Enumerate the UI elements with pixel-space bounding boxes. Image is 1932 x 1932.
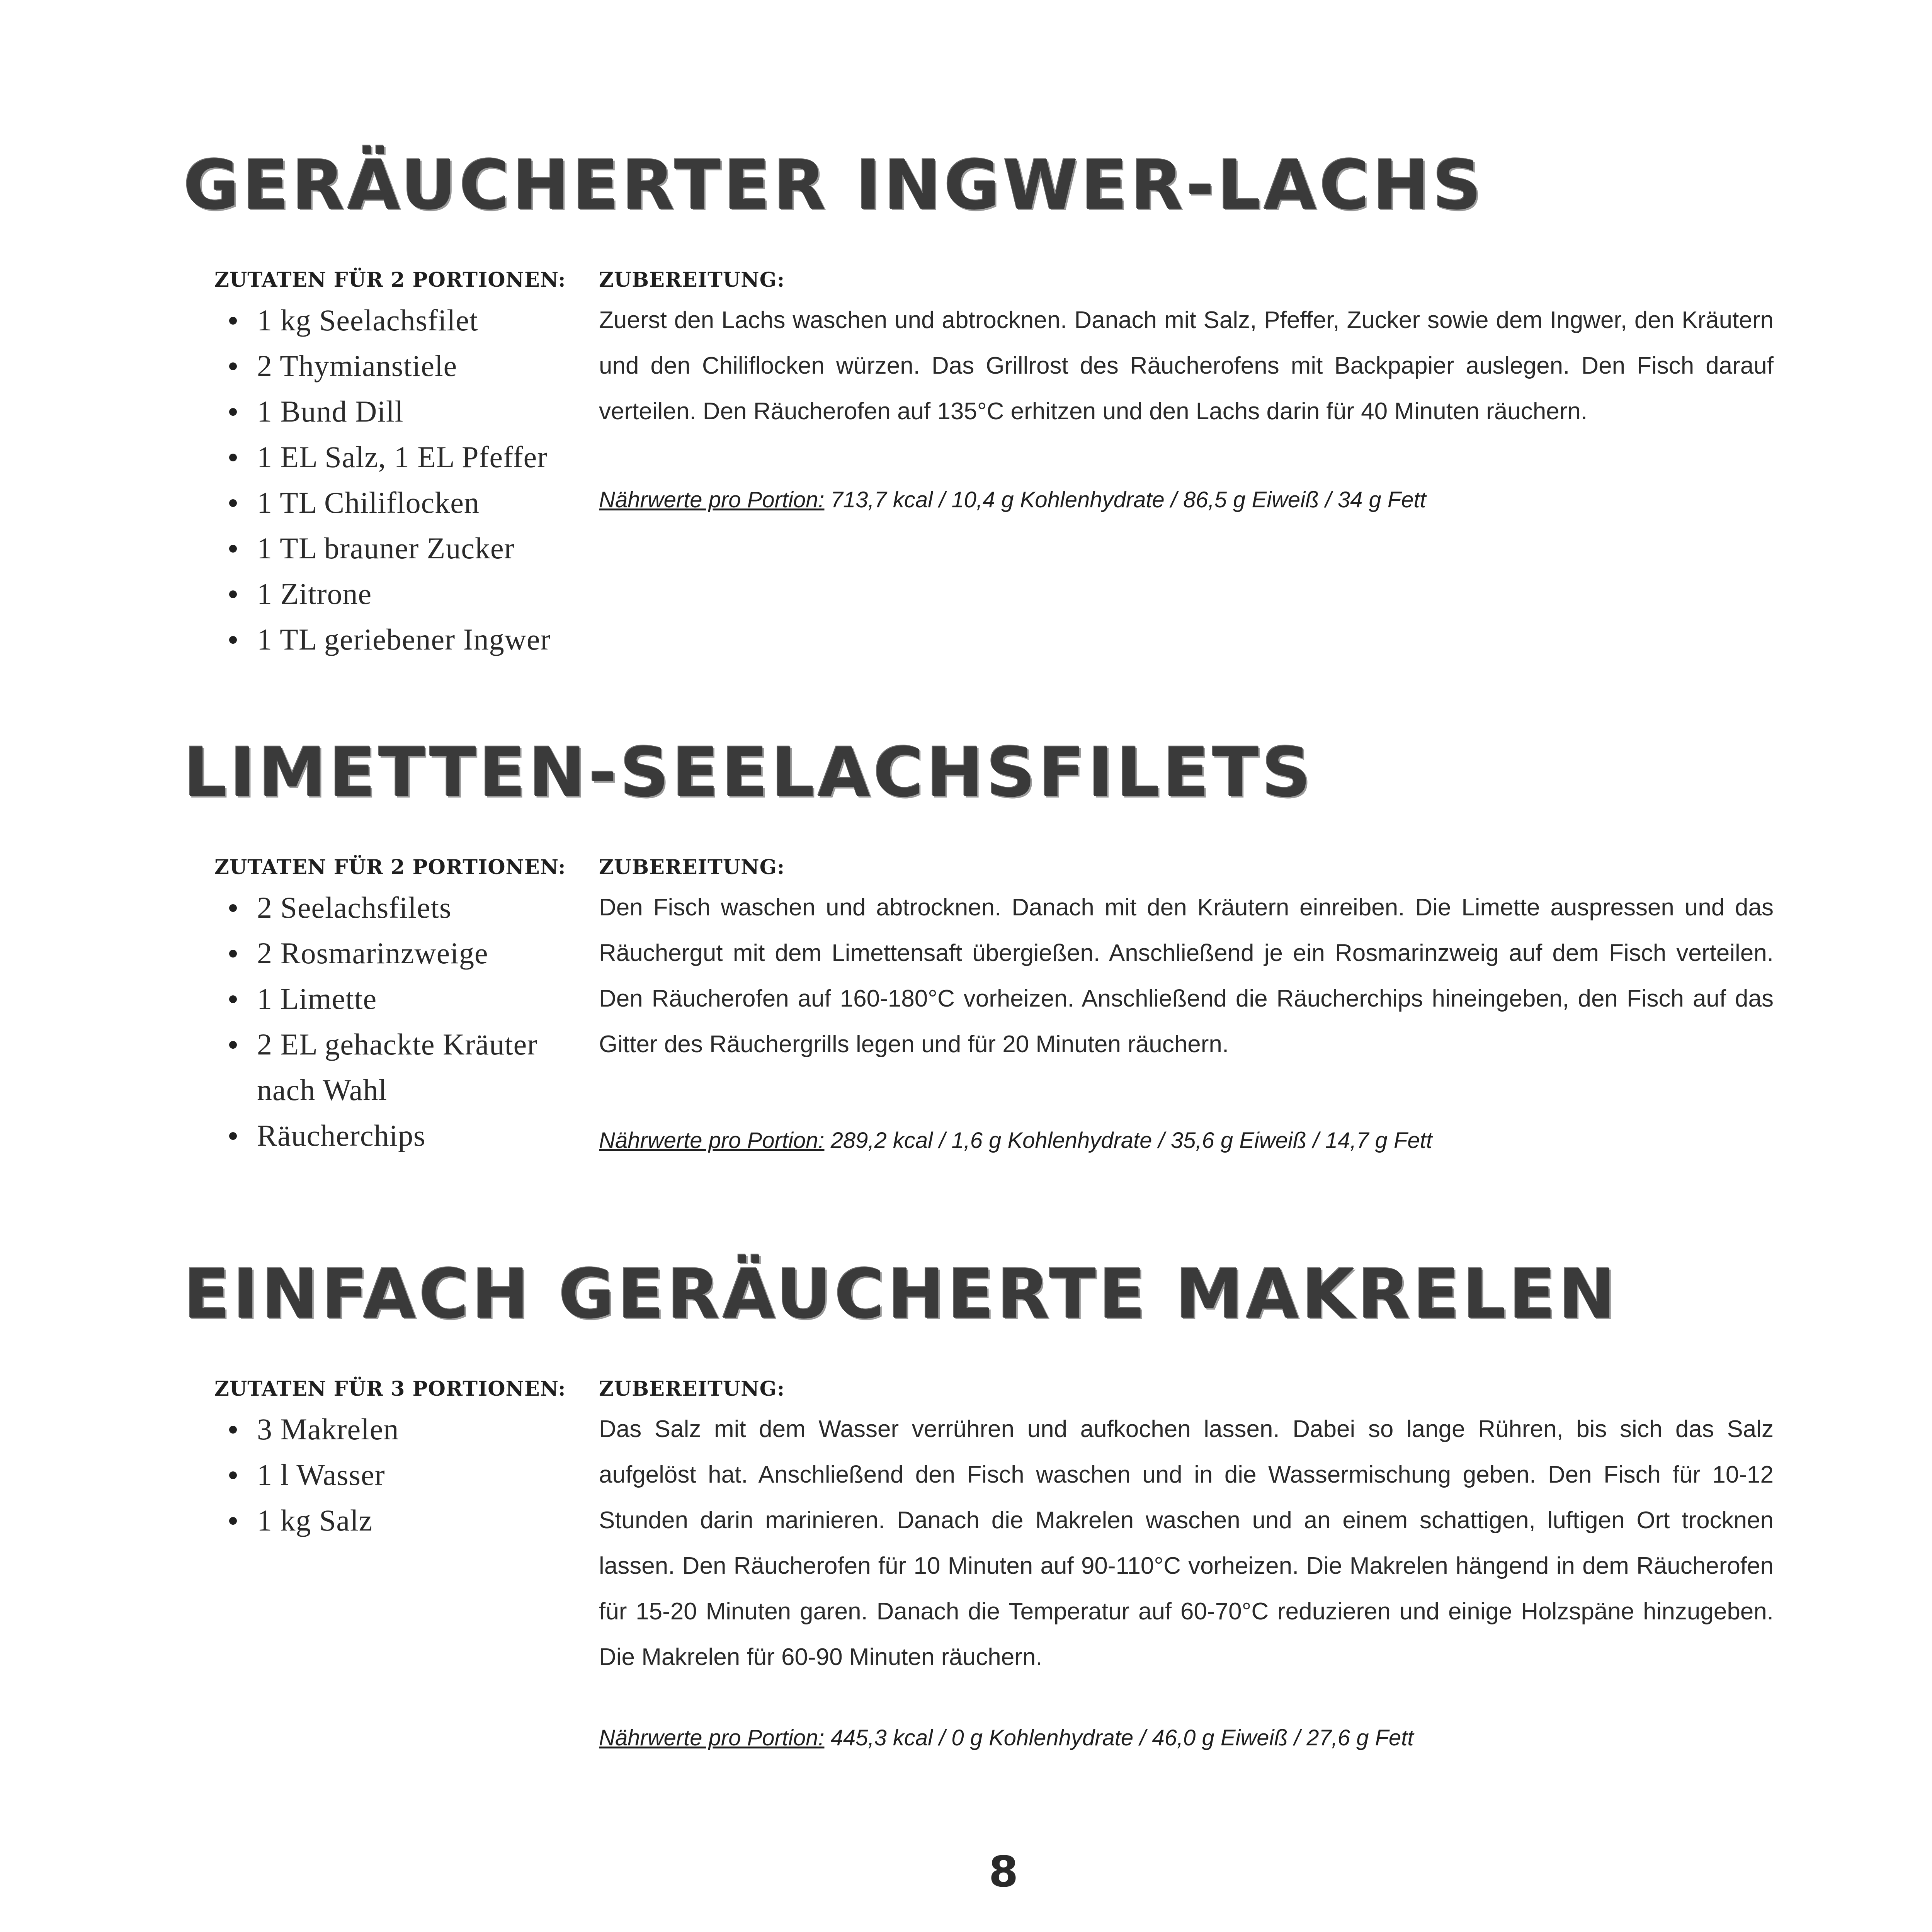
ingredient-item: 1 Zitrone [257,571,562,617]
ingredient-item: 1 kg Seelachsfilet [257,298,562,343]
ingredients-column [214,263,566,662]
recipe-title: LIMETTEN-SEELACHSFILETS [184,733,1314,812]
nutrition-label: Nährwerte pro Portion: [599,1128,825,1153]
ingredients-column [214,1372,566,1543]
ingredients-heading: ZUTATEN FÜR 2 PORTIONEN: [214,268,566,292]
preparation-heading: ZUBEREITUNG: [599,855,785,879]
ingredient-item: 1 l Wasser [257,1452,562,1498]
preparation-text: Den Fisch waschen und abtrocknen. Danach mit den Kräutern einreiben. Die Limette auspressen und das Räuchergut mit dem Limettensaft übergießen. Anschließend je ein Rosmarinzweig auf dem Fisch verteilen. Den Räucherofen auf 160-180°C vorheizen. Anschließend die Räucherchips hineingeben, den Fisch auf das Gitter des Räuchergrills legen und für 20 Minuten räuchern. [599,894,1774,1058]
nutrition-values: 713,7 kcal / 10,4 g Kohlenhydrate / 86,5 g Eiweiß / 34 g Fett [824,487,1426,512]
nutrition-values: 445,3 kcal / 0 g Kohlenhydrate / 46,0 g Eiweiß / 27,6 g Fett [824,1725,1414,1750]
nutrition-label: Nährwerte pro Portion: [599,487,825,512]
ingredients-list [214,298,562,662]
preparation-text: Zuerst den Lachs waschen und abtrocknen. Danach mit Salz, Pfeffer, Zucker sowie dem Ingwer, den Kräutern und den Chiliflocken würzen. Das Grillrost des Räucherofens mit Backpapier auslegen. Den Fisch darauf verteilen. Den Räucherofen auf 135°C erhitzen und den Lachs darin für 40 Minuten räuchern. [599,307,1774,425]
ingredient-item: 1 Limette [257,976,562,1022]
ingredient-item: 3 Makrelen [257,1406,562,1452]
ingredient-item: 2 Thymianstiele [257,343,562,389]
preparation-text: Das Salz mit dem Wasser verrühren und aufkochen lassen. Dabei so lange Rühren, bis sich das Salz aufgelöst hat. Anschließend den Fisch waschen und in die Wassermischung geben. Den Fisch für 10-12 Stunden darin marinieren. Danach die Makrelen waschen und an einem schattigen, luftigen Ort trocknen lassen. Den Räucherofen für 10 Minuten auf 90-110°C vorheizen. Die Makrelen hängend in dem Räucherofen für 15-20 Minuten garen. Danach die Temperatur auf 60-70°C reduzieren und einige Holzspäne hinzugeben. Die Makrelen für 60-90 Minuten räuchern. [599,1416,1774,1670]
nutrition-label: Nährwerte pro Portion: [599,1725,825,1750]
page-number: 8 [988,1847,1019,1896]
preparation-column [599,263,1774,515]
ingredient-item: Räucherchips [257,1113,562,1158]
ingredients-list [214,885,562,1158]
ingredient-item: 1 EL Salz, 1 EL Pfeffer [257,434,562,480]
recipe-title: EINFACH GERÄUCHERTE MAKRELEN [184,1255,1619,1334]
ingredients-column [214,850,566,1158]
nutrition-info [599,485,1774,515]
ingredients-heading: ZUTATEN FÜR 2 PORTIONEN: [214,855,566,879]
preparation-heading: ZUBEREITUNG: [599,1377,785,1401]
ingredient-item: 1 Bund Dill [257,389,562,434]
ingredient-item: 2 Rosmarinzweige [257,930,562,976]
ingredient-item: 1 kg Salz [257,1498,562,1543]
ingredient-item: 1 TL geriebener Ingwer [257,617,562,662]
ingredient-item: 1 TL Chiliflocken [257,480,562,526]
recipe-title: GERÄUCHERTER INGWER-LACHS [184,146,1485,225]
preparation-column [599,1372,1774,1753]
preparation-heading: ZUBEREITUNG: [599,268,785,292]
preparation-column [599,850,1774,1156]
nutrition-values: 289,2 kcal / 1,6 g Kohlenhydrate / 35,6 g Eiweiß / 14,7 g Fett [824,1128,1432,1153]
ingredient-item: 1 TL brauner Zucker [257,526,562,571]
ingredient-item: 2 EL gehackte Kräuter nach Wahl [257,1022,562,1113]
ingredients-list [214,1406,562,1543]
nutrition-info [599,1723,1774,1753]
ingredients-heading: ZUTATEN FÜR 3 PORTIONEN: [214,1377,566,1401]
nutrition-info [599,1125,1774,1156]
ingredient-item: 2 Seelachsfilets [257,885,562,930]
